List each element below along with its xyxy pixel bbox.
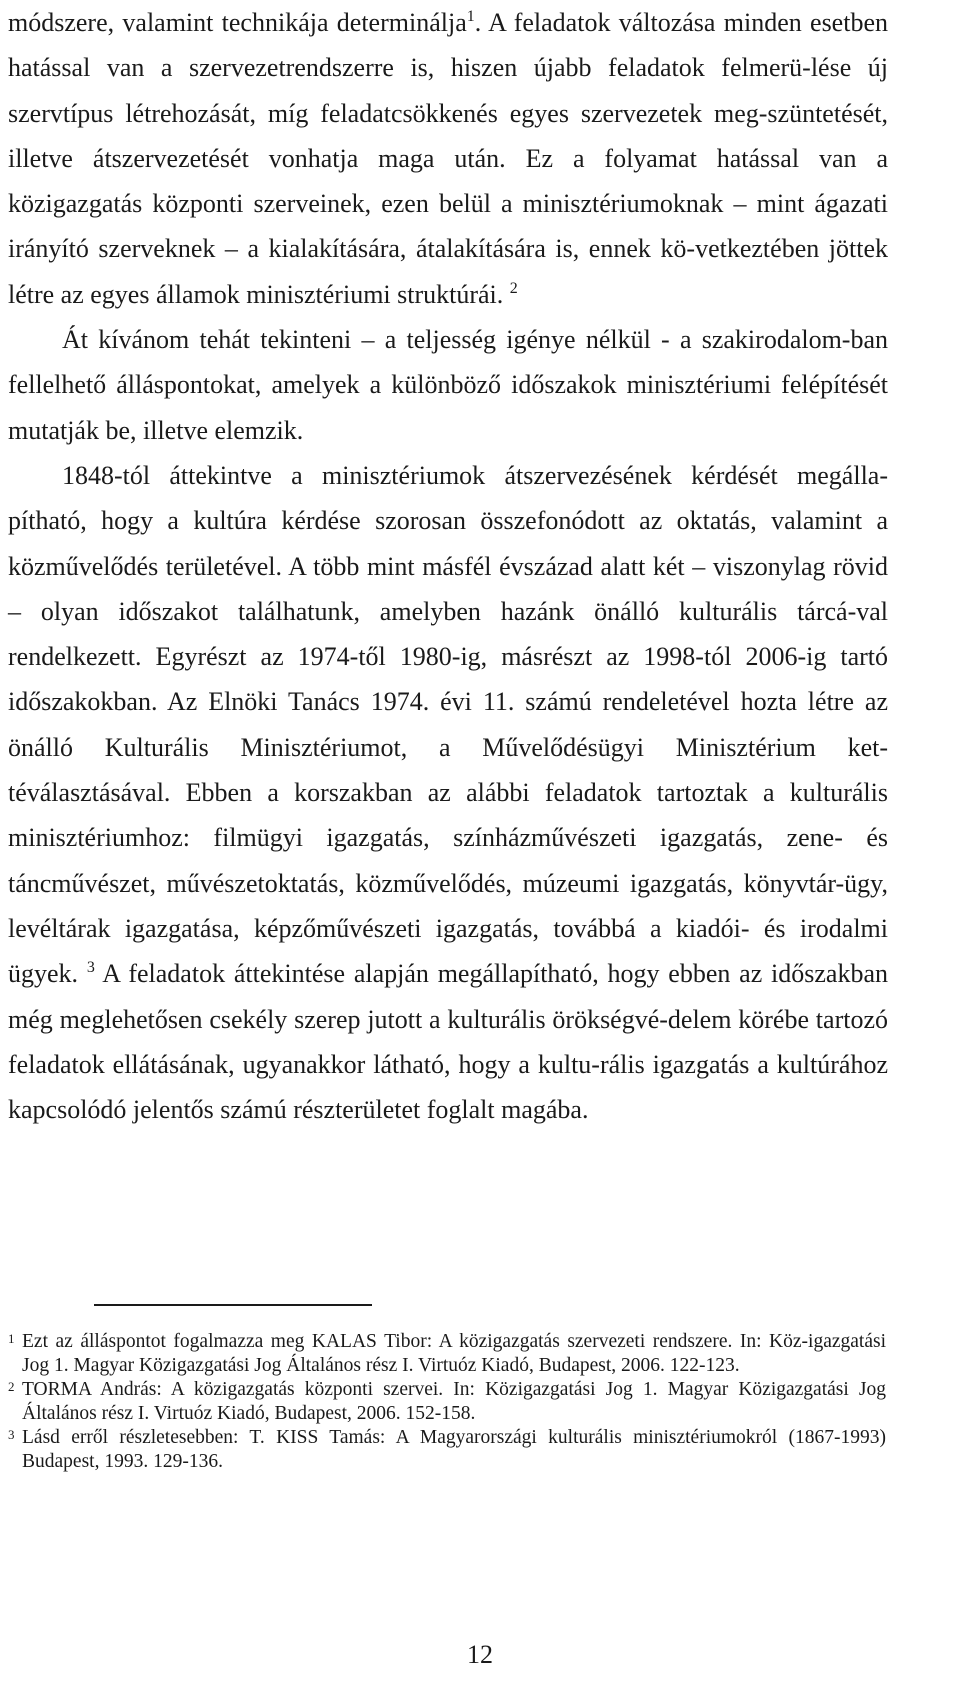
- footnote-text: Ezt az álláspontot fogalmazza meg KALAS Tibor: A közigazgatás szervezeti rendszere. In: Köz-igazgatási Jog 1. Magyar Közigazgatási Jog Általános rész I. Virtuóz Kiadó, Budapest, 2006. 122-123.: [22, 1331, 886, 1376]
- footnote-text: Lásd erről részletesebben: T. KISS Tamás: A Magyarországi kulturális minisztériumokról (1867-1993) Budapest, 1993. 129-136.: [22, 1427, 886, 1472]
- footnote-number: 3: [8, 1427, 15, 1442]
- main-text: [8, 0, 888, 1132]
- paragraph-2: Át kívánom tehát tekinteni – a teljesség igénye nélkül - a szakirodalom-ban fellelhető álláspontokat, amelyek a különböző időszakok minisztériumi felépítését mutatják be, illetve elemzik.: [8, 325, 888, 445]
- paragraph-3: [8, 453, 888, 1132]
- page-number: 12: [467, 1640, 493, 1669]
- footnote-separator: [94, 1304, 372, 1306]
- footnotes: [8, 1330, 886, 1474]
- footnote-number: 2: [8, 1379, 15, 1394]
- footnote-reference-3[interactable]: 3: [86, 959, 95, 977]
- paragraph-1-text-a: módszere, valamint technikája determinálja: [8, 8, 467, 37]
- paragraph-1-text-b: . A feladatok változása minden esetben hatással van a szervezetrendszerre is, hiszen újabb feladatok felmerü-lése új szervtípus létrehozását, míg feladatcsökkenés egyes szervezetek meg-szüntetését, illetve átszervezetését vonhatja maga után. Ez a folyamat hatással van a közigazgatás központi szerveinek, ezen belül a minisztériumoknak – mint ágazati irányító szerveknek – a kialakítására, átalakítására is, ennek kö-vetkeztében jöttek létre az egyes államok minisztériumi struktúrái.: [8, 8, 888, 309]
- paragraph-3-text-b: A feladatok áttekintése alapján megállapítható, hogy ebben az időszakban még meglehetősen csekély szerep jutott a kulturális örökségvé-delem körébe tartozó feladatok ellátásának, ugyanakkor látható, hogy a kultu-rális igazgatás a kultúrához kapcsolódó jelentős számú részterületet foglalt magába.: [8, 959, 888, 1125]
- footnote-1: [8, 1330, 886, 1378]
- footnote-number: 1: [8, 1331, 15, 1346]
- footnote-2: [8, 1378, 886, 1426]
- footnote-reference-2[interactable]: 2: [509, 279, 518, 297]
- footnote-text: TORMA András: A közigazgatás központi szervei. In: Közigazgatási Jog 1. Magyar Közigazgatási Jog Általános rész I. Virtuóz Kiadó, Budapest, 2006. 152-158.: [22, 1379, 886, 1424]
- footnote-reference-1[interactable]: 1: [466, 8, 475, 25]
- paragraph-1: [8, 0, 888, 317]
- paragraph-3-text-a: 1848-tól áttekintve a minisztériumok átszervezésének kérdését megálla-pítható, hogy a kultúra kérdése szorosan összefonódott az oktatás, valamint a közművelődés területével. A több mint másfél évszázad alatt két – viszonylag rövid – olyan időszakot találhatunk, amelyben hazánk önálló kulturális tárcá-val rendelkezett. Egyrészt az 1974-től 1980-ig, másrészt az 1998-tól 2006-ig tartó időszakokban. Az Elnöki Tanács 1974. évi 11. számú rendeletével hozta létre az önálló Kulturális Minisztériumot, a Művelődésügyi Minisztérium ket-téválasztásával. Ebben a korszakban az alábbi feladatok tartoztak a kulturális minisztériumhoz: filmügyi igazgatás, színházművészeti igazgatás, zene- és táncművészet, művészetoktatás, közművelődés, múzeumi igazgatás, könyvtár-ügy, levéltárak igazgatása, képzőművészeti igazgatás, továbbá a kiadói- és irodalmi ügyek.: [8, 460, 888, 989]
- footnote-3: [8, 1426, 886, 1474]
